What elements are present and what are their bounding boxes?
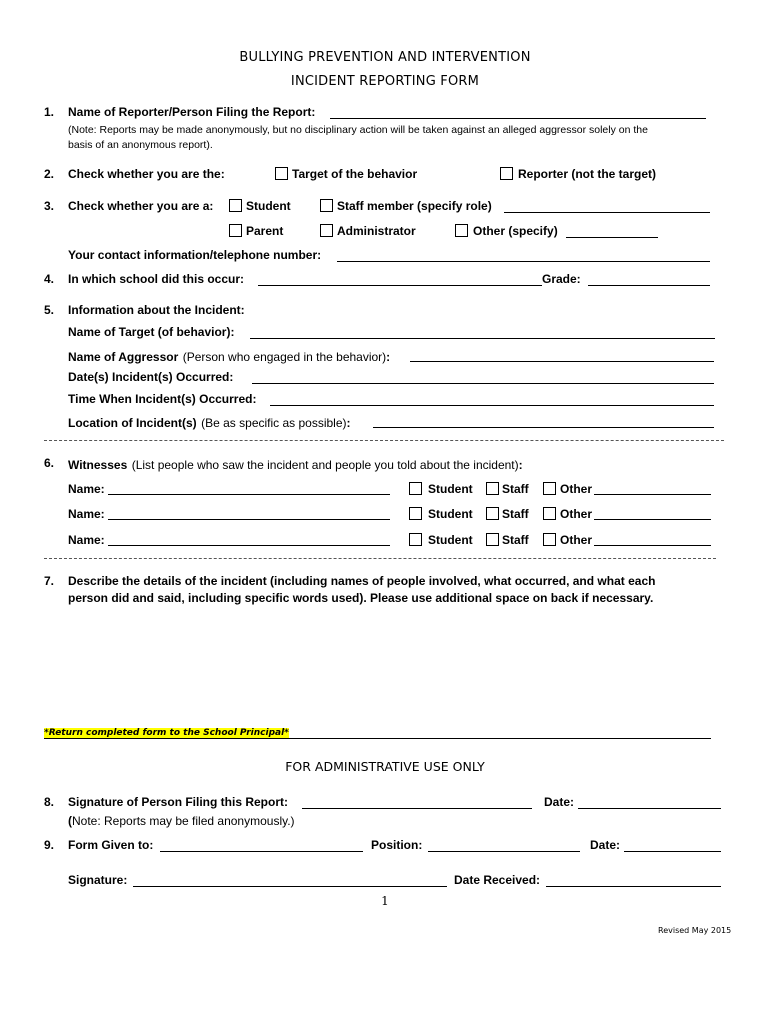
return-instruction-rule	[44, 738, 711, 739]
location-label-group	[68, 414, 351, 432]
witness-staff-label: Staff	[502, 482, 529, 496]
aggressor-label-group	[68, 348, 390, 366]
q7-line1: Describe the details of the incident (including names of people involved, what occurred, and what each	[68, 574, 656, 588]
witness-staff-checkbox[interactable]	[486, 533, 499, 546]
other-role-option-label: Other (specify)	[473, 224, 558, 238]
q6-label-group	[68, 456, 523, 474]
q3-label: Check whether you are a:	[68, 199, 214, 213]
contact-label: Your contact information/telephone number:	[68, 248, 322, 262]
grade-label: Grade:	[542, 272, 581, 286]
q8-note-paren: (	[68, 814, 72, 828]
target-option-label: Target of the behavior	[292, 167, 418, 181]
q2-number: 2.	[44, 167, 55, 181]
form-title-line1: BULLYING PREVENTION AND INTERVENTION	[239, 50, 531, 65]
position-field[interactable]	[428, 851, 580, 852]
location-label: Location of Incident(s)	[68, 416, 197, 430]
student-option-label: Student	[246, 199, 291, 213]
q9-date-label: Date:	[590, 838, 621, 852]
position-label: Position:	[371, 838, 423, 852]
witness-name-field[interactable]	[108, 519, 390, 520]
dates-label: Date(s) Incident(s) Occurred:	[68, 370, 234, 384]
aggressor-name-field[interactable]	[410, 361, 714, 362]
q4-label: In which school did this occur:	[68, 272, 245, 286]
aggressor-note: (Person who engaged in the behavior)	[182, 350, 387, 364]
q7-line2: person did and said, including specific words used). Please use additional space on back if necessary.	[68, 591, 654, 605]
other-role-field[interactable]	[566, 237, 658, 238]
time-label: Time When Incident(s) Occurred:	[68, 392, 257, 406]
form-title-line2: INCIDENT REPORTING FORM	[290, 74, 480, 89]
signature-field[interactable]	[302, 808, 532, 809]
administrator-checkbox[interactable]	[320, 224, 333, 237]
administrator-option-label: Administrator	[337, 224, 416, 238]
admin-signature-label: Signature:	[68, 873, 128, 887]
section-divider-1	[44, 440, 724, 441]
witness-student-label: Student	[428, 533, 473, 547]
witness-name-field[interactable]	[108, 545, 390, 546]
witness-name-label: Name:	[68, 482, 105, 496]
reporter-name-field[interactable]	[330, 118, 706, 119]
target-name-field[interactable]	[250, 338, 715, 339]
page-number: 1	[381, 894, 389, 908]
witness-other-field[interactable]	[594, 545, 711, 546]
witness-student-label: Student	[428, 482, 473, 496]
q8-note-group	[68, 812, 295, 830]
q8-label: Signature of Person Filing this Report:	[68, 795, 289, 809]
parent-checkbox[interactable]	[229, 224, 242, 237]
witness-student-label: Student	[428, 507, 473, 521]
section-divider-2	[44, 558, 716, 559]
witness-name-label: Name:	[68, 507, 105, 521]
target-name-label: Name of Target (of behavior):	[68, 325, 235, 339]
admin-signature-field[interactable]	[133, 886, 447, 887]
staff-role-field[interactable]	[504, 212, 710, 213]
contact-field[interactable]	[337, 261, 710, 262]
q6-number: 6.	[44, 456, 55, 470]
school-field[interactable]	[258, 285, 542, 286]
witness-other-label: Other	[560, 482, 593, 496]
witness-student-checkbox[interactable]	[409, 507, 422, 520]
witness-other-label: Other	[560, 507, 593, 521]
parent-option-label: Parent	[246, 224, 284, 238]
q5-number: 5.	[44, 303, 55, 317]
witness-other-checkbox[interactable]	[543, 533, 556, 546]
other-role-checkbox[interactable]	[455, 224, 468, 237]
q5-label: Information about the Incident:	[68, 303, 245, 317]
staff-member-option-label: Staff member (specify role)	[337, 199, 492, 213]
form-given-to-label: Form Given to:	[68, 838, 154, 852]
staff-member-checkbox[interactable]	[320, 199, 333, 212]
incident-details-area[interactable]	[44, 610, 712, 720]
aggressor-label: Name of Aggressor	[68, 350, 179, 364]
witness-other-label: Other	[560, 533, 593, 547]
witness-staff-checkbox[interactable]	[486, 482, 499, 495]
target-checkbox[interactable]	[275, 167, 288, 180]
witness-other-checkbox[interactable]	[543, 482, 556, 495]
q8-number: 8.	[44, 795, 55, 809]
witnesses-note: (List people who saw the incident and people you told about the incident)	[131, 458, 519, 472]
q1-note-line1: (Note: Reports may be made anonymously, but no disciplinary action will be taken against an alleged aggressor solely on the	[68, 124, 648, 136]
witnesses-label: Witnesses	[68, 458, 128, 472]
witness-staff-checkbox[interactable]	[486, 507, 499, 520]
reporter-option-label: Reporter (not the target)	[518, 167, 656, 181]
grade-field[interactable]	[588, 285, 710, 286]
q4-number: 4.	[44, 272, 55, 286]
witness-name-label: Name:	[68, 533, 105, 547]
admin-use-heading: FOR ADMINISTRATIVE USE ONLY	[285, 759, 485, 774]
witness-student-checkbox[interactable]	[409, 482, 422, 495]
time-field[interactable]	[270, 405, 714, 406]
q2-label: Check whether you are the:	[68, 167, 225, 181]
q8-note: Note: Reports may be filed anonymously.)	[72, 814, 295, 828]
q3-number: 3.	[44, 199, 55, 213]
revision-date: Revised May 2015	[658, 926, 732, 935]
date-received-field[interactable]	[546, 886, 721, 887]
q8-date-label: Date:	[544, 795, 575, 809]
return-instruction: *Return completed form to the School Principal*	[44, 728, 289, 738]
q1-number: 1.	[44, 105, 55, 119]
witness-staff-label: Staff	[502, 533, 529, 547]
date-received-label: Date Received:	[454, 873, 541, 887]
witness-other-field[interactable]	[594, 519, 711, 520]
aggressor-colon: :	[386, 350, 391, 364]
q1-label: Name of Reporter/Person Filing the Report:	[68, 105, 316, 119]
q9-number: 9.	[44, 838, 55, 852]
form-given-to-field[interactable]	[160, 851, 363, 852]
q9-date-field[interactable]	[624, 851, 721, 852]
location-field[interactable]	[373, 427, 714, 428]
q8-date-field[interactable]	[578, 808, 721, 809]
location-colon: :	[346, 416, 351, 430]
dates-field[interactable]	[252, 383, 714, 384]
witness-student-checkbox[interactable]	[409, 533, 422, 546]
witness-name-field[interactable]	[108, 494, 390, 495]
witness-other-checkbox[interactable]	[543, 507, 556, 520]
q7-number: 7.	[44, 574, 55, 588]
witnesses-colon: :	[518, 458, 523, 472]
q1-note-line2: basis of an anonymous report).	[68, 139, 213, 151]
witness-staff-label: Staff	[502, 507, 529, 521]
location-note: (Be as specific as possible)	[201, 416, 347, 430]
witness-other-field[interactable]	[594, 494, 711, 495]
student-checkbox[interactable]	[229, 199, 242, 212]
reporter-checkbox[interactable]	[500, 167, 513, 180]
